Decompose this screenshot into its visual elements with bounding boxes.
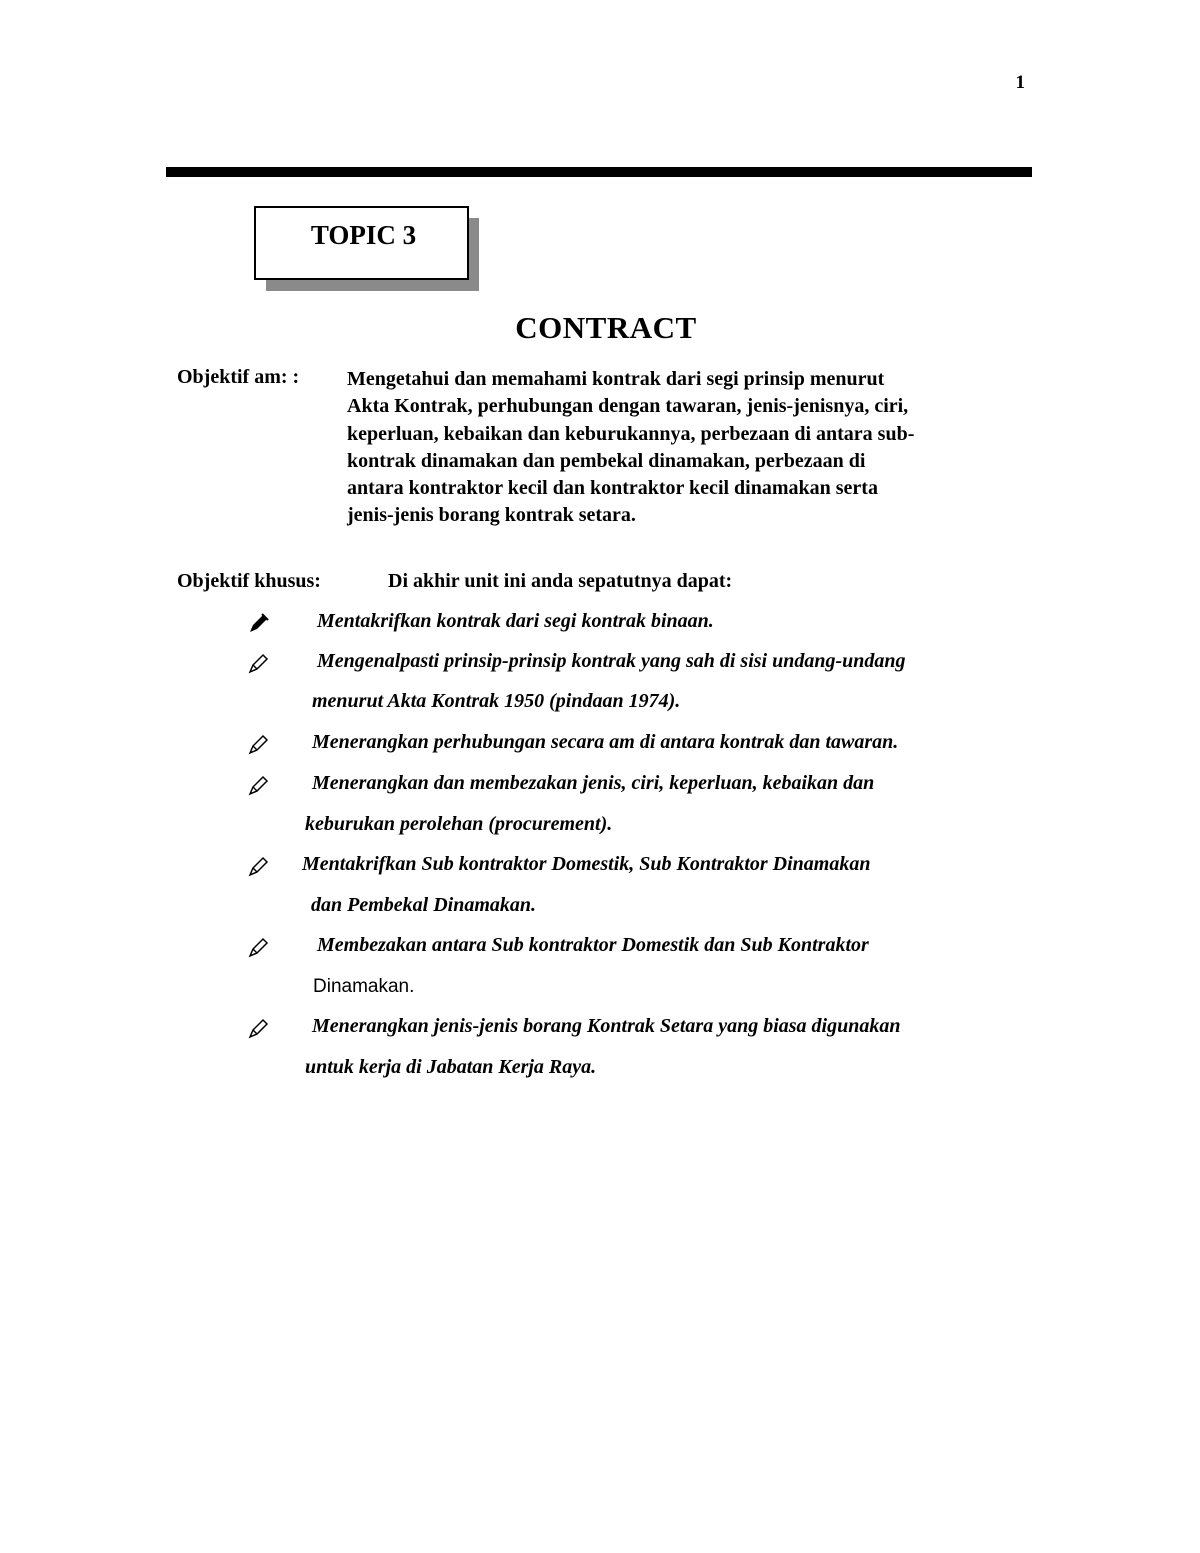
list-item-line: Menerangkan jenis-jenis borang Kontrak Setara yang biasa digunakan bbox=[312, 1015, 901, 1037]
pencil-outline-icon bbox=[248, 652, 270, 674]
objective-general-line: Akta Kontrak, perhubungan dengan tawaran, jenis-jenisnya, ciri, bbox=[347, 395, 909, 418]
pencil-outline-icon bbox=[248, 733, 270, 755]
header-rule bbox=[166, 167, 1032, 177]
objective-general-line: keperluan, kebaikan dan keburukannya, perbezaan di antara sub- bbox=[347, 422, 915, 445]
list-item-line: Mengenalpasti prinsip-prinsip kontrak yang sah di sisi undang-undang bbox=[317, 650, 906, 672]
list-item-line: Menerangkan dan membezakan jenis, ciri, keperluan, kebaikan dan bbox=[312, 772, 875, 794]
topic-box bbox=[254, 206, 469, 280]
pencil-outline-icon bbox=[248, 855, 270, 877]
topic-label: TOPIC 3 bbox=[310, 220, 417, 250]
objective-general-line: antara kontraktor kecil dan kontraktor kecil dinamakan serta bbox=[347, 477, 878, 500]
list-item-line: Mentakrifkan kontrak dari segi kontrak binaan. bbox=[317, 610, 714, 632]
pencil-outline-icon bbox=[248, 774, 270, 796]
objective-general-line: kontrak dinamakan dan pembekal dinamakan, perbezaan di bbox=[347, 449, 866, 472]
page-title: CONTRACT bbox=[515, 310, 697, 345]
list-item-line: Menerangkan perhubungan secara am di antara kontrak dan tawaran. bbox=[312, 731, 899, 753]
objective-general-text bbox=[347, 366, 1022, 530]
list-item-line: untuk kerja di Jabatan Kerja Raya. bbox=[305, 1056, 597, 1078]
objective-specific-label: Objektif khusus: bbox=[177, 570, 321, 592]
objective-specific-intro: Di akhir unit ini anda sepatutnya dapat: bbox=[388, 570, 733, 592]
objective-general-label: Objektif am: : bbox=[177, 366, 300, 388]
list-item-line: menurut Akta Kontrak 1950 (pindaan 1974). bbox=[312, 690, 681, 712]
list-item-line: Membezakan antara Sub kontraktor Domestik dan Sub Kontraktor bbox=[317, 934, 869, 956]
pencil-outline-icon bbox=[248, 1017, 270, 1039]
page-number: 1 bbox=[1015, 72, 1025, 93]
list-item-line: keburukan perolehan (procurement). bbox=[305, 813, 613, 835]
list-item-line: dan Pembekal Dinamakan. bbox=[311, 894, 537, 916]
list-item-line: Mentakrifkan Sub kontraktor Domestik, Sub Kontraktor Dinamakan bbox=[302, 853, 871, 875]
pencil-icon bbox=[248, 612, 270, 634]
list-item-line: Dinamakan. bbox=[313, 976, 415, 997]
pencil-outline-icon bbox=[248, 936, 270, 958]
objective-general-line: jenis-jenis borang kontrak setara. bbox=[347, 504, 636, 527]
objective-general-line: Mengetahui dan memahami kontrak dari segi prinsip menurut bbox=[347, 368, 885, 390]
